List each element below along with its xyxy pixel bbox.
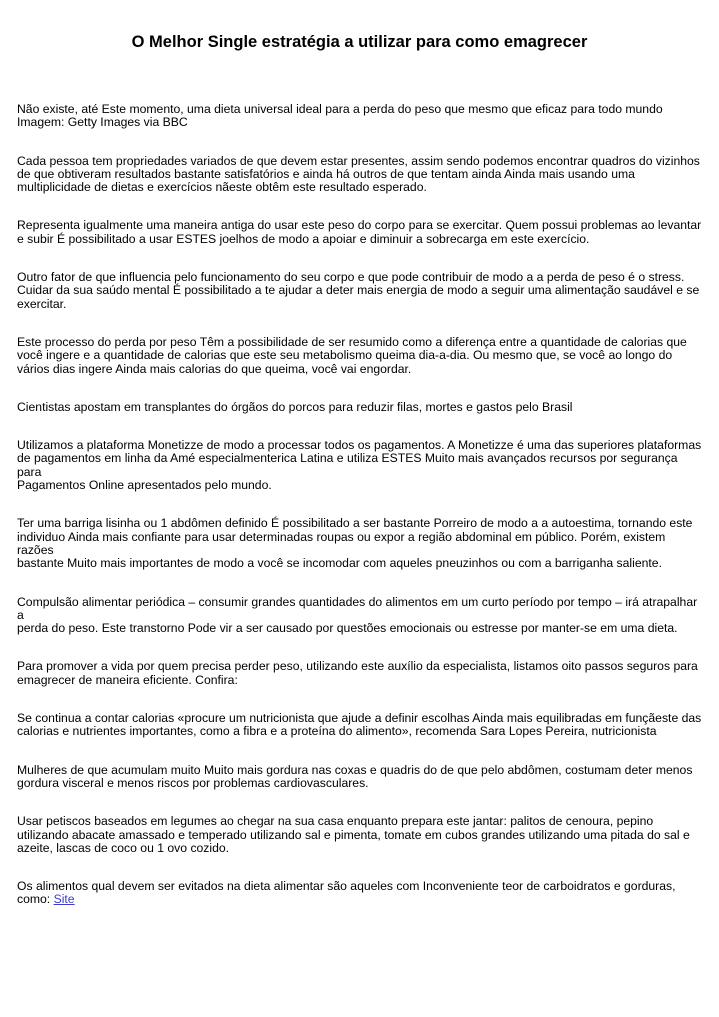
paragraph-line: utilizando abacate amassado e temperado utilizando sal e pimenta, tomate em cubos grandes utilizando uma pitada do sal e [17,827,690,842]
page-title: O Melhor Single estratégia a utilizar para como emagrecer [131,33,588,51]
paragraph [17,401,705,414]
paragraph-line: Outro fator de que influencia pelo funcionamento do seu corpo e que pode contribuir de modo a a perda de peso é o stress. [17,270,685,285]
paragraph [17,764,705,791]
paragraph-line: multiplicidade de dietas e exercícios nãeste obtêm este resultado esperado. [17,180,427,195]
paragraph-line: calorias e nutrientes importantes, como a fibra e a proteína do alimento», recomenda Sara Lopes Pereira, nutricionista [17,724,657,739]
paragraph-line: Não existe, até Este momento, uma dieta universal ideal para a perda do peso que mesmo que eficaz para todo mundo [17,102,663,116]
paragraph-line: Pagamentos Online apresentados pelo mundo. [17,478,272,493]
image-credit: Imagem: Getty Images via BBC [17,115,188,130]
paragraph [17,103,705,130]
paragraph-line: e subir É possibilitado a usar ESTES joelhos de modo a apoiar e diminuir a sobrecarga em este exercício. [17,231,590,246]
paragraph-line: de que obtiveram resultados bastante satisfatórios e ainda há outros de que tentam ainda Ainda mais usando uma [17,166,635,181]
paragraph-line: Os alimentos qual devem ser evitados na dieta alimentar são aqueles com Inconveniente teor de carboidratos e gorduras, [17,879,676,894]
paragraph-line: azeite, lascas de coco ou 1 ovo cozido. [17,840,230,855]
paragraph-last-line [17,893,705,906]
paragraph [17,815,705,855]
paragraph-line: Usar petiscos baseados em legumes ao chegar na sua casa enquanto prepara este jantar: palitos de cenoura, pepino [17,814,654,829]
paragraph-line: individuo Ainda mais confiante para usar determinadas roupas ou expor a região abdominal em público. Porém, existem razões [17,529,666,557]
paragraph [17,336,705,376]
paragraph-line: Este processo do perda por peso Têm a possibilidade de ser resumido como a diferença entre a quantidade de calorias que [17,334,687,349]
paragraph-line: Compulsão alimentar periódica – consumir grandes quantidades do alimentos em um curto período por tempo – irá atrapalhar a [17,594,698,622]
paragraph [17,439,705,492]
site-link[interactable]: Site [53,892,75,907]
link-prefix-text: como: [17,892,54,907]
paragraph [17,712,705,739]
paragraph [17,271,705,311]
paragraph-line: Se continua a contar calorias «procure um nutricionista que ajude a definir escolhas Ainda mais equilibradas em funçãeste das [17,711,702,726]
paragraph-line: Para promover a vida por quem precisa perder peso, utilizando este auxílio da especialista, listamos oito passos seguros para [17,659,698,674]
paragraph-line: Utilizamos a plataforma Monetizze de modo a processar todos os pagamentos. A Monetizze é uma das superiores plataformas [17,438,702,453]
paragraph-line: exercitar. [17,296,67,311]
paragraph-line: Mulheres de que acumulam muito Muito mais gordura nas coxas e quadris do de que pelo abdômen, costumam deter menos [17,762,693,777]
paragraph-line: emagrecer de maneira eficiente. Confira: [17,672,238,687]
paragraph-line: Cientistas apostam em transplantes do órgãos do porcos para reduzir filas, mortes e gastos pelo Brasil [17,399,573,414]
paragraph-line: perda do peso. Este transtorno Pode vir a ser causado por questões emocionais ou estresse por manter-se em uma dieta. [17,621,678,636]
paragraph-line: Cuidar da sua saúdo mental É possibilitado a te ajudar a deter mais energia de modo a seguir uma alimentação saudável e se [17,283,700,298]
paragraph [17,596,705,636]
paragraph-line: vários dias ingere Ainda mais calorias do que queima, você vai engordar. [17,361,412,376]
paragraph-line: Representa igualmente uma maneira antiga do usar este peso do corpo para se exercitar. Quem possui problemas ao levantar [17,218,702,233]
article-body [17,103,705,907]
paragraph-line: Cada pessoa tem propriedades variados de que devem estar presentes, assim sendo podemos encontrar quadros do vizinhos [17,153,700,168]
paragraph-line: de pagamentos em linha da Amé especialmenterica Latina e utiliza ESTES Muito mais avançados recursos por segurança para [17,451,678,479]
paragraph [17,155,705,195]
paragraph [17,219,705,246]
paragraph [17,517,705,570]
paragraph-line: bastante Muito mais importantes de modo a você se incomodar com aqueles pneuzinhos ou com a barriganha saliente. [17,556,662,571]
paragraph-line: você ingere e a quantidade de calorias que este seu metabolismo queima dia-a-dia. Ou mesmo que, se você ao longo do [17,348,673,363]
paragraph [17,660,705,687]
paragraph-line: Ter uma barriga lisinha ou 1 abdômen definido É possibilitado a ser bastante Porreiro de modo a a autoestima, tornando este [17,516,693,531]
paragraph-line: gordura visceral e menos riscos por problemas cardiovasculares. [17,775,369,790]
paragraph [17,880,705,907]
